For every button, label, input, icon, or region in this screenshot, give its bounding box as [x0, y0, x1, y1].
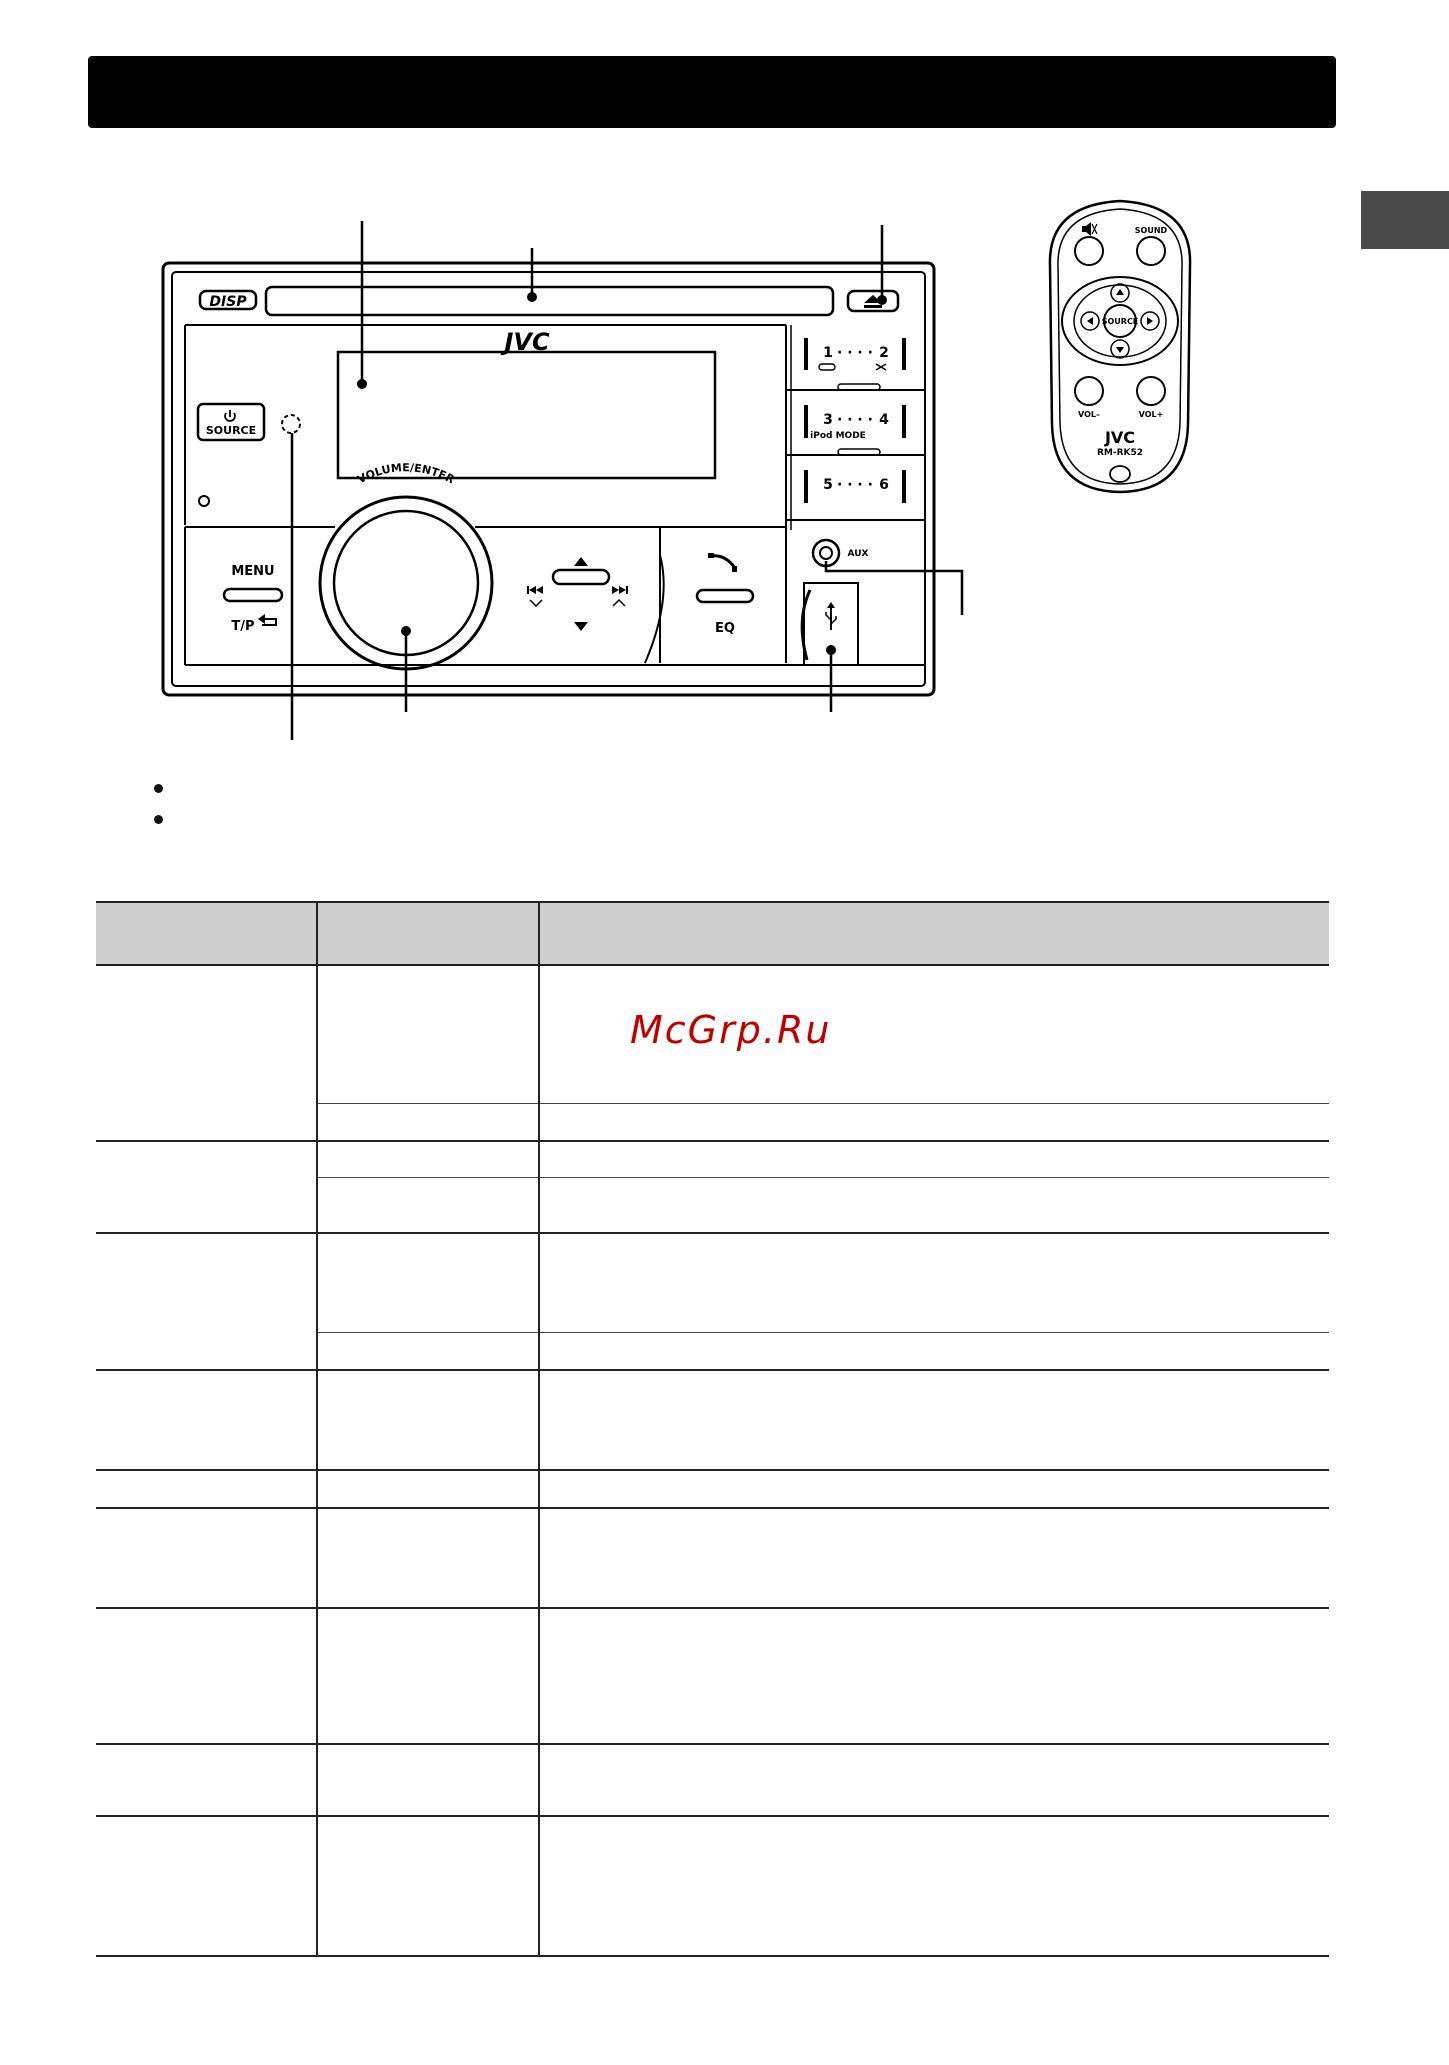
table-header	[96, 902, 1329, 965]
arrow-up-icon	[574, 557, 588, 566]
power-icon	[225, 410, 235, 421]
preset-1-label: 1	[823, 345, 833, 361]
arrow-down-icon	[574, 622, 588, 631]
remote-model: RM-RK52	[1096, 448, 1144, 458]
preset-3-label: 3	[823, 412, 833, 428]
unit-brand: JVC	[504, 328, 550, 356]
eq-label: EQ	[715, 621, 735, 636]
watermark: McGrp.Ru	[630, 1008, 832, 1052]
svg-text:· · · ·: · · · ·	[837, 412, 873, 428]
ipod-mode-label: iPod MODE	[810, 431, 866, 441]
remote-sensor	[282, 415, 300, 433]
eq-button	[697, 590, 753, 602]
preset-4-label: 4	[879, 412, 889, 428]
preset-buttons	[786, 325, 925, 530]
usb-icon	[826, 602, 836, 630]
head-unit-diagram	[0, 0, 1449, 760]
track-button	[553, 570, 609, 584]
back-icon	[258, 614, 276, 625]
shuffle-icon	[876, 364, 886, 370]
disp-label: DISP	[209, 294, 247, 310]
aux-label: AUX	[847, 549, 869, 559]
tp-label: T/P	[231, 619, 255, 634]
source-label: SOURCE	[205, 424, 257, 437]
preset-2-label: 2	[879, 345, 889, 361]
svg-text:· · · ·: · · · ·	[837, 345, 873, 361]
reset-hole	[199, 496, 209, 506]
menu-label: MENU	[231, 564, 275, 579]
disc-slot	[266, 287, 833, 315]
prev-track-icon	[527, 586, 543, 606]
volume-label: VOLUME/ENTER	[355, 461, 457, 487]
phone-icon	[708, 553, 737, 572]
bullet-1	[154, 784, 163, 793]
repeat-icon	[819, 364, 835, 370]
menu-button	[224, 589, 282, 601]
remote-sound-label: SOUND	[1134, 226, 1168, 235]
remote-vol-minus-label: VOL–	[1078, 410, 1100, 419]
aux-callout	[826, 561, 962, 615]
remote-control-diagram	[1040, 195, 1200, 500]
svg-text:· · · ·: · · · ·	[837, 477, 873, 493]
next-track-icon	[612, 586, 628, 606]
remote-source-label: SOURCE	[1101, 317, 1139, 326]
remote-brand: JVC	[1104, 428, 1136, 447]
preset-6-label: 6	[879, 477, 889, 493]
display-window	[338, 352, 715, 478]
bullet-2	[154, 815, 163, 824]
preset-5-label: 5	[823, 477, 833, 493]
remote-vol-plus-label: VOL+	[1138, 410, 1164, 419]
